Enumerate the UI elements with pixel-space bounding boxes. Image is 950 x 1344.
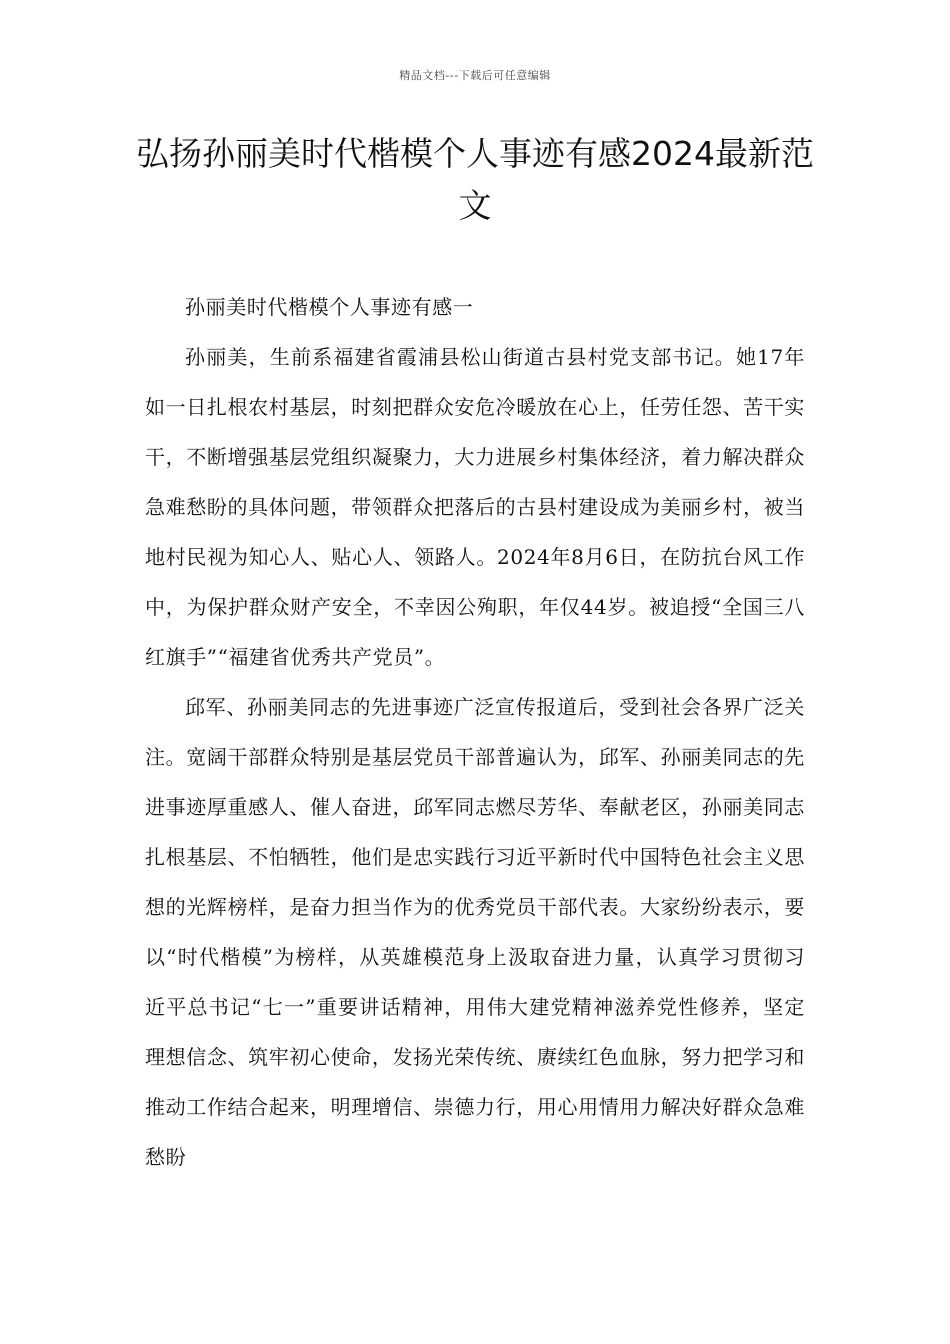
header-note: 精品文档---下载后可任意编辑 [399,69,551,82]
paragraph-subheading: 孙丽美时代楷模个人事迹有感一 [185,295,474,319]
paragraph: 邱军、孙丽美同志的先进事迹广泛宣传报道后，受到社会各界广泛关注。宽阔干部群众特别是基层党员干部普遍认为，邱军、孙丽美同志的先进事迹厚重感人、催人奋进，邱军同志燃尽芳华、奉献老区，孙丽美同志扎根基层、不怕牺牲，他们是忠实践行习近平新时代中国特色社会主义思想的光辉榜样，是奋力担当作为的优秀党员干部代表。大家纷纷表示，要以“时代楷模”为榜样，从英雄模范身上汲取奋进力量，认真学习贯彻习近平总书记“七一”重要讲话精神，用伟大建党精神滋养党性修养，坚定理想信念、筑牢初心使命，发扬光荣传统、赓续红色血脉，努力把学习和推动工作结合起来，明理增信、崇德力行，用心用情用力解决好群众急难愁盼 [145,695,805,1169]
document-title: 弘扬孙丽美时代楷模个人事迹有感2024最新范文 [136,134,814,225]
document-body [145,282,805,1182]
paragraph: 孙丽美，生前系福建省霞浦县松山街道古县村党支部书记。她17年如一日扎根农村基层，时刻把群众安危冷暖放在心上，任劳任怨、苦干实干，不断增强基层党组织凝聚力，大力进展乡村集体经济，着力解决群众急难愁盼的具体问题，带领群众把落后的古县村建设成为美丽乡村，被当地村民视为知心人、贴心人、领路人。2024年8月6日，在防抗台风工作中，为保护群众财产安全，不幸因公殉职，年仅44岁。被追授“全国三八红旗手”“福建省优秀共产党员”。 [145,345,805,669]
